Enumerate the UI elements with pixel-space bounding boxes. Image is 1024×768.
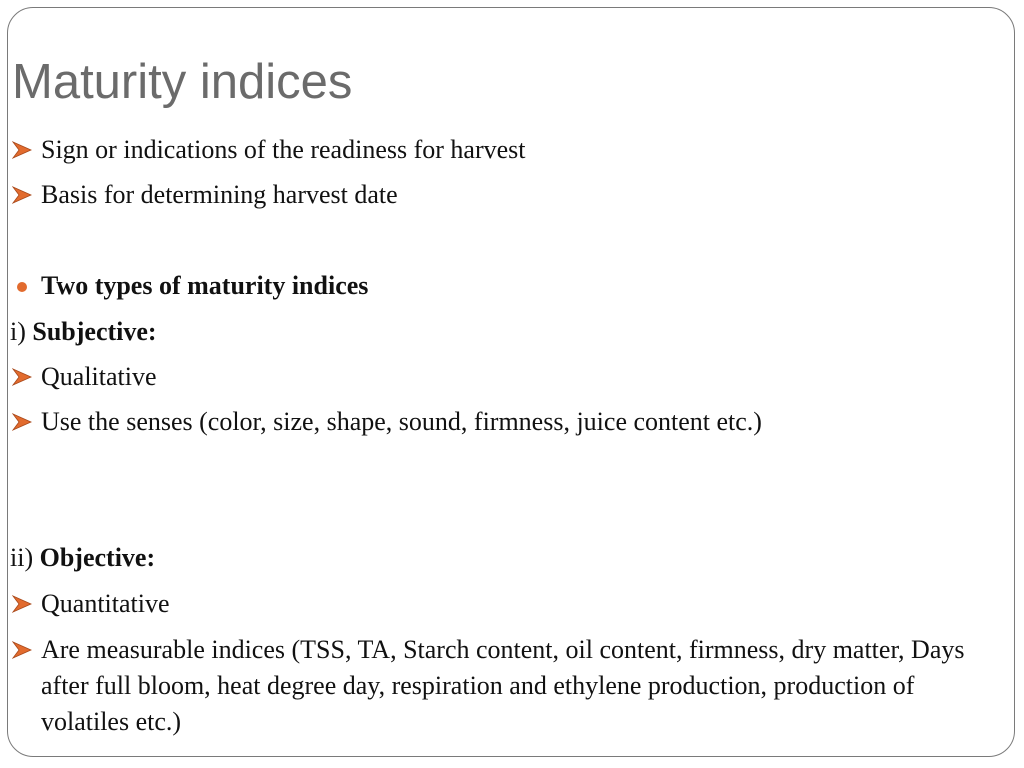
arrow-bullet-icon <box>12 186 32 204</box>
arrow-bullet-icon <box>12 595 32 613</box>
bullet-text: Are measurable indices (TSS, TA, Starch content, oil content, firmness, dry matter, Days after full bloom, heat degree day, respiration and ethylene production, production of volatiles etc.) <box>41 635 965 736</box>
subjective-prefix: i) <box>10 317 26 346</box>
bullet-text: Quantitative <box>41 589 170 618</box>
bullet-text: Basis for determining harvest date <box>41 180 398 209</box>
bullet-text: Sign or indications of the readiness for harvest <box>41 135 526 164</box>
objective-label: Objective: <box>39 543 156 572</box>
dot-bullet-icon <box>17 282 27 292</box>
subjective-heading <box>10 314 157 350</box>
arrow-bullet-icon <box>12 641 32 659</box>
bullet-text: Use the senses (color, size, shape, sound, firmness, juice content etc.) <box>41 407 762 436</box>
objective-prefix: ii) <box>10 543 34 572</box>
types-heading: Two types of maturity indices <box>41 271 369 300</box>
arrow-bullet-icon <box>12 141 32 159</box>
arrow-bullet-icon <box>12 368 32 386</box>
bullet-text: Qualitative <box>41 362 157 391</box>
slide-title: Maturity indices <box>12 55 353 109</box>
arrow-bullet-icon <box>12 413 32 431</box>
objective-heading <box>10 540 155 576</box>
subjective-label: Subjective: <box>32 317 157 346</box>
